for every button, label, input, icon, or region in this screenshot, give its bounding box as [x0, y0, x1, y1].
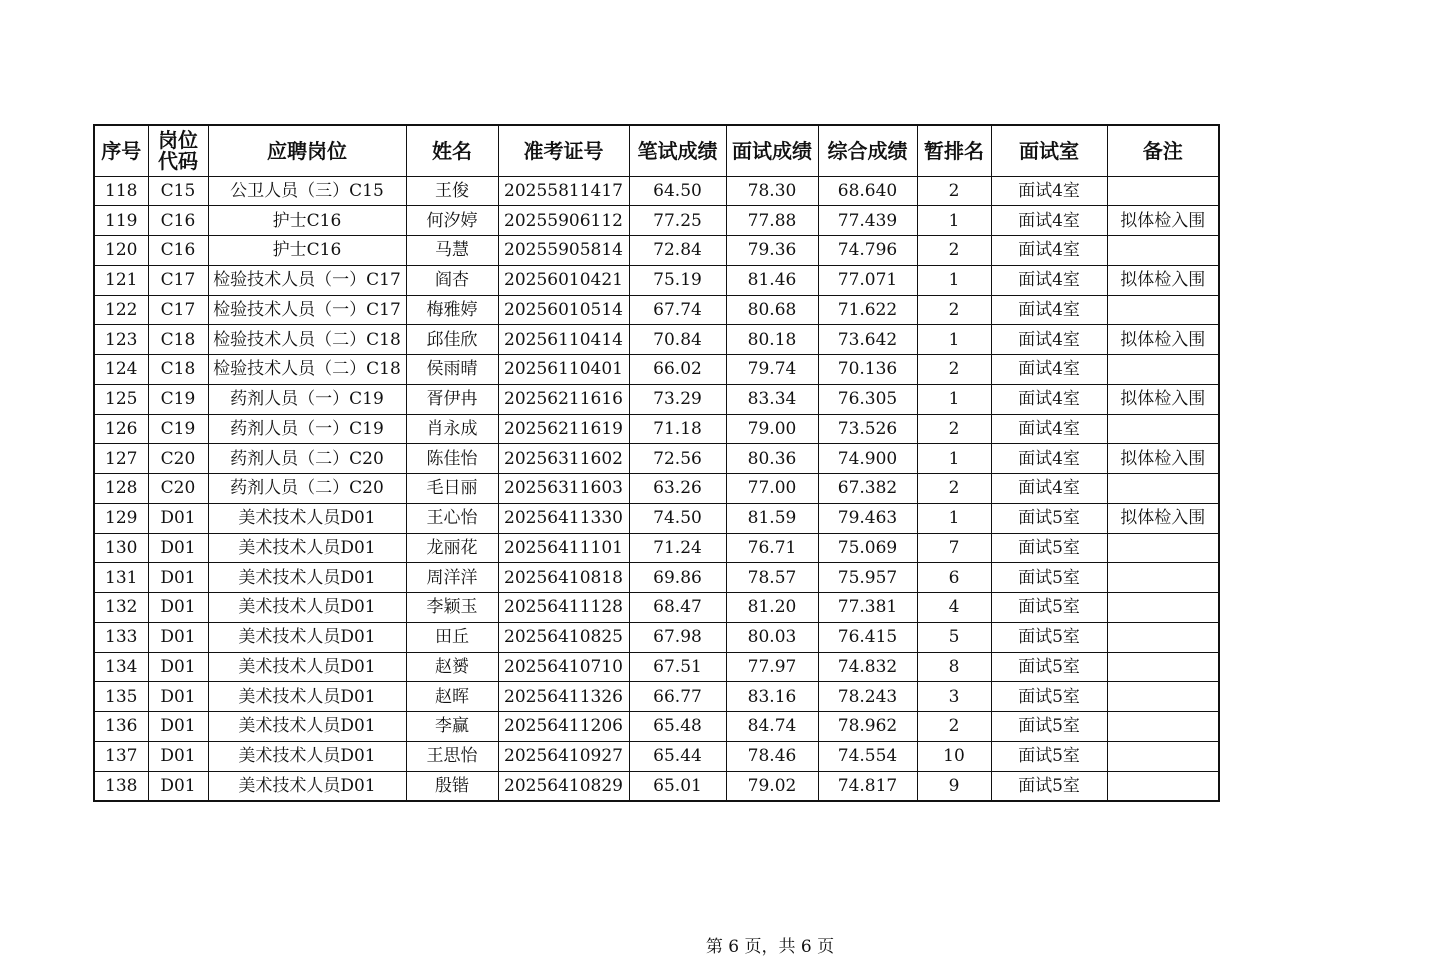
cell-name: 何汐婷 [406, 206, 498, 236]
cell-total-score: 77.071 [818, 265, 917, 295]
cell-interview-room: 面试4室 [991, 474, 1107, 504]
cell-position: 美术技术人员D01 [208, 682, 406, 712]
cell-name: 马慧 [406, 236, 498, 266]
header-exam-number: 准考证号 [498, 125, 629, 176]
header-row [94, 125, 1219, 176]
cell-seq: 125 [94, 384, 148, 414]
cell-position: 美术技术人员D01 [208, 652, 406, 682]
cell-exam-number: 20255905814 [498, 236, 629, 266]
cell-remark [1107, 593, 1219, 623]
cell-interview-score: 83.16 [726, 682, 818, 712]
cell-remark [1107, 533, 1219, 563]
table-row [94, 771, 1219, 801]
header-remark: 备注 [1107, 125, 1219, 176]
cell-interview-score: 79.02 [726, 771, 818, 801]
cell-exam-number: 20256410927 [498, 741, 629, 771]
cell-position-code: C19 [148, 414, 208, 444]
cell-seq: 118 [94, 176, 148, 206]
header-total-score: 综合成绩 [818, 125, 917, 176]
cell-position: 护士C16 [208, 236, 406, 266]
cell-name: 毛日丽 [406, 474, 498, 504]
cell-interview-score: 79.74 [726, 355, 818, 385]
cell-position-code: C18 [148, 325, 208, 355]
cell-position-code: D01 [148, 503, 208, 533]
cell-exam-number: 20256411326 [498, 682, 629, 712]
cell-written-score: 65.01 [629, 771, 726, 801]
cell-remark [1107, 682, 1219, 712]
cell-written-score: 64.50 [629, 176, 726, 206]
cell-rank: 9 [917, 771, 991, 801]
cell-written-score: 72.84 [629, 236, 726, 266]
cell-name: 肖永成 [406, 414, 498, 444]
cell-position-code: C18 [148, 355, 208, 385]
cell-position: 美术技术人员D01 [208, 563, 406, 593]
cell-seq: 129 [94, 503, 148, 533]
table-row [94, 176, 1219, 206]
cell-total-score: 78.243 [818, 682, 917, 712]
cell-position: 药剂人员（二）C20 [208, 444, 406, 474]
cell-name: 周洋洋 [406, 563, 498, 593]
cell-written-score: 71.24 [629, 533, 726, 563]
cell-rank: 4 [917, 593, 991, 623]
cell-remark: 拟体检入围 [1107, 384, 1219, 414]
cell-name: 侯雨晴 [406, 355, 498, 385]
header-position-code [148, 125, 208, 176]
cell-remark: 拟体检入围 [1107, 206, 1219, 236]
cell-name: 李赢 [406, 712, 498, 742]
cell-total-score: 74.900 [818, 444, 917, 474]
cell-total-score: 71.622 [818, 295, 917, 325]
cell-interview-room: 面试4室 [991, 295, 1107, 325]
cell-name: 王心怡 [406, 503, 498, 533]
cell-seq: 132 [94, 593, 148, 623]
cell-exam-number: 20255906112 [498, 206, 629, 236]
cell-position-code: D01 [148, 563, 208, 593]
table-row [94, 503, 1219, 533]
cell-exam-number: 20256410829 [498, 771, 629, 801]
cell-exam-number: 20256211619 [498, 414, 629, 444]
cell-written-score: 65.44 [629, 741, 726, 771]
cell-total-score: 77.381 [818, 593, 917, 623]
cell-exam-number: 20256411101 [498, 533, 629, 563]
cell-position: 检验技术人员（二）C18 [208, 355, 406, 385]
cell-exam-number: 20256411206 [498, 712, 629, 742]
cell-position: 美术技术人员D01 [208, 771, 406, 801]
cell-interview-room: 面试4室 [991, 414, 1107, 444]
cell-name: 赵晖 [406, 682, 498, 712]
cell-seq: 126 [94, 414, 148, 444]
cell-exam-number: 20255811417 [498, 176, 629, 206]
cell-written-score: 67.74 [629, 295, 726, 325]
table-row [94, 593, 1219, 623]
cell-interview-score: 81.20 [726, 593, 818, 623]
cell-position-code: C19 [148, 384, 208, 414]
table-row [94, 236, 1219, 266]
cell-written-score: 68.47 [629, 593, 726, 623]
cell-seq: 128 [94, 474, 148, 504]
cell-name: 陈佳怡 [406, 444, 498, 474]
table-row [94, 414, 1219, 444]
cell-remark: 拟体检入围 [1107, 265, 1219, 295]
cell-seq: 127 [94, 444, 148, 474]
cell-interview-room: 面试4室 [991, 236, 1107, 266]
cell-exam-number: 20256110414 [498, 325, 629, 355]
score-table [93, 124, 1220, 802]
header-interview-score: 面试成绩 [726, 125, 818, 176]
cell-remark [1107, 414, 1219, 444]
table-row [94, 622, 1219, 652]
cell-remark [1107, 474, 1219, 504]
cell-total-score: 67.382 [818, 474, 917, 504]
cell-rank: 7 [917, 533, 991, 563]
cell-total-score: 74.832 [818, 652, 917, 682]
cell-written-score: 70.84 [629, 325, 726, 355]
cell-seq: 119 [94, 206, 148, 236]
cell-position-code: D01 [148, 593, 208, 623]
table-row [94, 384, 1219, 414]
cell-interview-score: 81.59 [726, 503, 818, 533]
cell-remark [1107, 652, 1219, 682]
cell-exam-number: 20256410818 [498, 563, 629, 593]
cell-written-score: 67.98 [629, 622, 726, 652]
cell-seq: 137 [94, 741, 148, 771]
cell-interview-room: 面试5室 [991, 622, 1107, 652]
cell-exam-number: 20256110401 [498, 355, 629, 385]
cell-seq: 138 [94, 771, 148, 801]
cell-total-score: 76.415 [818, 622, 917, 652]
table-row [94, 206, 1219, 236]
cell-rank: 1 [917, 265, 991, 295]
header-position: 应聘岗位 [208, 125, 406, 176]
cell-interview-room: 面试4室 [991, 444, 1107, 474]
cell-total-score: 75.069 [818, 533, 917, 563]
cell-interview-score: 76.71 [726, 533, 818, 563]
table-row [94, 682, 1219, 712]
cell-interview-score: 80.03 [726, 622, 818, 652]
cell-name: 殷锴 [406, 771, 498, 801]
cell-position-code: D01 [148, 741, 208, 771]
cell-position: 药剂人员（一）C19 [208, 384, 406, 414]
cell-interview-room: 面试5室 [991, 533, 1107, 563]
cell-position: 美术技术人员D01 [208, 622, 406, 652]
cell-name: 梅雅婷 [406, 295, 498, 325]
page-footer [0, 932, 1440, 957]
cell-seq: 131 [94, 563, 148, 593]
cell-total-score: 78.962 [818, 712, 917, 742]
cell-position-code: D01 [148, 682, 208, 712]
cell-interview-score: 80.36 [726, 444, 818, 474]
cell-rank: 3 [917, 682, 991, 712]
cell-interview-room: 面试5室 [991, 593, 1107, 623]
cell-name: 龙丽花 [406, 533, 498, 563]
cell-total-score: 77.439 [818, 206, 917, 236]
cell-remark: 拟体检入围 [1107, 503, 1219, 533]
cell-written-score: 63.26 [629, 474, 726, 504]
cell-total-score: 74.554 [818, 741, 917, 771]
cell-position: 药剂人员（一）C19 [208, 414, 406, 444]
cell-total-score: 68.640 [818, 176, 917, 206]
cell-remark [1107, 236, 1219, 266]
cell-position: 检验技术人员（二）C18 [208, 325, 406, 355]
cell-name: 赵赟 [406, 652, 498, 682]
cell-position: 美术技术人员D01 [208, 593, 406, 623]
cell-seq: 123 [94, 325, 148, 355]
cell-rank: 2 [917, 355, 991, 385]
cell-seq: 134 [94, 652, 148, 682]
table-row [94, 741, 1219, 771]
cell-position: 美术技术人员D01 [208, 533, 406, 563]
cell-interview-room: 面试5室 [991, 652, 1107, 682]
cell-interview-score: 83.34 [726, 384, 818, 414]
cell-interview-room: 面试4室 [991, 355, 1107, 385]
header-name: 姓名 [406, 125, 498, 176]
cell-total-score: 74.796 [818, 236, 917, 266]
cell-name: 王俊 [406, 176, 498, 206]
cell-interview-room: 面试4室 [991, 176, 1107, 206]
cell-remark [1107, 622, 1219, 652]
cell-rank: 2 [917, 474, 991, 504]
cell-written-score: 66.77 [629, 682, 726, 712]
cell-position-code: C20 [148, 474, 208, 504]
cell-position: 公卫人员（三）C15 [208, 176, 406, 206]
cell-rank: 2 [917, 295, 991, 325]
cell-exam-number: 20256010421 [498, 265, 629, 295]
cell-exam-number: 20256411330 [498, 503, 629, 533]
cell-seq: 120 [94, 236, 148, 266]
cell-name: 胥伊冉 [406, 384, 498, 414]
cell-exam-number: 20256311602 [498, 444, 629, 474]
cell-rank: 2 [917, 712, 991, 742]
cell-seq: 122 [94, 295, 148, 325]
cell-total-score: 79.463 [818, 503, 917, 533]
cell-seq: 136 [94, 712, 148, 742]
cell-written-score: 77.25 [629, 206, 726, 236]
cell-remark: 拟体检入围 [1107, 444, 1219, 474]
cell-name: 王思怡 [406, 741, 498, 771]
table-row [94, 295, 1219, 325]
cell-position-code: C17 [148, 295, 208, 325]
cell-seq: 121 [94, 265, 148, 295]
cell-position-code: C15 [148, 176, 208, 206]
cell-name: 田丘 [406, 622, 498, 652]
cell-name: 邱佳欣 [406, 325, 498, 355]
cell-interview-score: 78.57 [726, 563, 818, 593]
cell-total-score: 76.305 [818, 384, 917, 414]
cell-interview-score: 80.18 [726, 325, 818, 355]
cell-seq: 133 [94, 622, 148, 652]
table-row [94, 533, 1219, 563]
table-row [94, 325, 1219, 355]
cell-position-code: D01 [148, 622, 208, 652]
page-number-text: 第 6 页，共 6 页 [705, 937, 835, 957]
cell-position-code: C17 [148, 265, 208, 295]
cell-position: 美术技术人员D01 [208, 712, 406, 742]
cell-position: 美术技术人员D01 [208, 503, 406, 533]
cell-remark [1107, 563, 1219, 593]
cell-total-score: 73.526 [818, 414, 917, 444]
cell-interview-room: 面试5室 [991, 682, 1107, 712]
cell-position-code: C16 [148, 206, 208, 236]
cell-total-score: 73.642 [818, 325, 917, 355]
cell-remark [1107, 176, 1219, 206]
cell-rank: 2 [917, 176, 991, 206]
cell-exam-number: 20256211616 [498, 384, 629, 414]
cell-written-score: 65.48 [629, 712, 726, 742]
cell-interview-room: 面试4室 [991, 325, 1107, 355]
cell-written-score: 75.19 [629, 265, 726, 295]
cell-written-score: 72.56 [629, 444, 726, 474]
cell-interview-score: 84.74 [726, 712, 818, 742]
cell-name: 阎杏 [406, 265, 498, 295]
header-seq: 序号 [94, 125, 148, 176]
table-row [94, 563, 1219, 593]
cell-position: 美术技术人员D01 [208, 741, 406, 771]
cell-rank: 5 [917, 622, 991, 652]
cell-total-score: 74.817 [818, 771, 917, 801]
cell-remark [1107, 295, 1219, 325]
cell-seq: 124 [94, 355, 148, 385]
cell-interview-room: 面试5室 [991, 503, 1107, 533]
cell-interview-room: 面试5室 [991, 771, 1107, 801]
cell-interview-room: 面试5室 [991, 563, 1107, 593]
table-row [94, 652, 1219, 682]
cell-interview-score: 77.00 [726, 474, 818, 504]
cell-rank: 2 [917, 414, 991, 444]
cell-rank: 8 [917, 652, 991, 682]
cell-position-code: D01 [148, 771, 208, 801]
cell-remark [1107, 741, 1219, 771]
cell-rank: 10 [917, 741, 991, 771]
cell-exam-number: 20256010514 [498, 295, 629, 325]
cell-exam-number: 20256311603 [498, 474, 629, 504]
cell-position: 护士C16 [208, 206, 406, 236]
cell-position-code: C20 [148, 444, 208, 474]
cell-exam-number: 20256411128 [498, 593, 629, 623]
cell-position-code: D01 [148, 712, 208, 742]
cell-rank: 1 [917, 503, 991, 533]
cell-interview-room: 面试5室 [991, 741, 1107, 771]
table-body [94, 176, 1219, 801]
cell-rank: 1 [917, 325, 991, 355]
cell-interview-room: 面试4室 [991, 265, 1107, 295]
table-row [94, 474, 1219, 504]
cell-interview-room: 面试5室 [991, 712, 1107, 742]
cell-exam-number: 20256410825 [498, 622, 629, 652]
cell-interview-room: 面试4室 [991, 384, 1107, 414]
cell-position: 检验技术人员（一）C17 [208, 295, 406, 325]
cell-written-score: 69.86 [629, 563, 726, 593]
cell-interview-score: 81.46 [726, 265, 818, 295]
cell-seq: 135 [94, 682, 148, 712]
table-row [94, 712, 1219, 742]
cell-rank: 1 [917, 206, 991, 236]
cell-position-code: D01 [148, 533, 208, 563]
cell-remark [1107, 712, 1219, 742]
header-interview-room: 面试室 [991, 125, 1107, 176]
header-written-score: 笔试成绩 [629, 125, 726, 176]
cell-written-score: 73.29 [629, 384, 726, 414]
cell-rank: 2 [917, 236, 991, 266]
cell-interview-score: 79.36 [726, 236, 818, 266]
cell-interview-score: 78.46 [726, 741, 818, 771]
cell-rank: 1 [917, 384, 991, 414]
table-row [94, 265, 1219, 295]
table-row [94, 355, 1219, 385]
cell-rank: 6 [917, 563, 991, 593]
cell-written-score: 74.50 [629, 503, 726, 533]
cell-interview-room: 面试4室 [991, 206, 1107, 236]
table-header [94, 125, 1219, 176]
cell-exam-number: 20256410710 [498, 652, 629, 682]
cell-position-code: C16 [148, 236, 208, 266]
cell-position: 药剂人员（二）C20 [208, 474, 406, 504]
cell-remark [1107, 771, 1219, 801]
cell-written-score: 66.02 [629, 355, 726, 385]
header-position-code-label: 岗位代码 [158, 127, 198, 173]
cell-total-score: 75.957 [818, 563, 917, 593]
cell-remark: 拟体检入围 [1107, 325, 1219, 355]
cell-name: 李颖玉 [406, 593, 498, 623]
cell-seq: 130 [94, 533, 148, 563]
header-rank: 暂排名 [917, 125, 991, 176]
cell-remark [1107, 355, 1219, 385]
cell-position: 检验技术人员（一）C17 [208, 265, 406, 295]
table-row [94, 444, 1219, 474]
cell-interview-score: 77.88 [726, 206, 818, 236]
cell-interview-score: 78.30 [726, 176, 818, 206]
cell-interview-score: 80.68 [726, 295, 818, 325]
cell-rank: 1 [917, 444, 991, 474]
cell-written-score: 71.18 [629, 414, 726, 444]
cell-written-score: 67.51 [629, 652, 726, 682]
cell-total-score: 70.136 [818, 355, 917, 385]
cell-position-code: D01 [148, 652, 208, 682]
cell-interview-score: 79.00 [726, 414, 818, 444]
cell-interview-score: 77.97 [726, 652, 818, 682]
